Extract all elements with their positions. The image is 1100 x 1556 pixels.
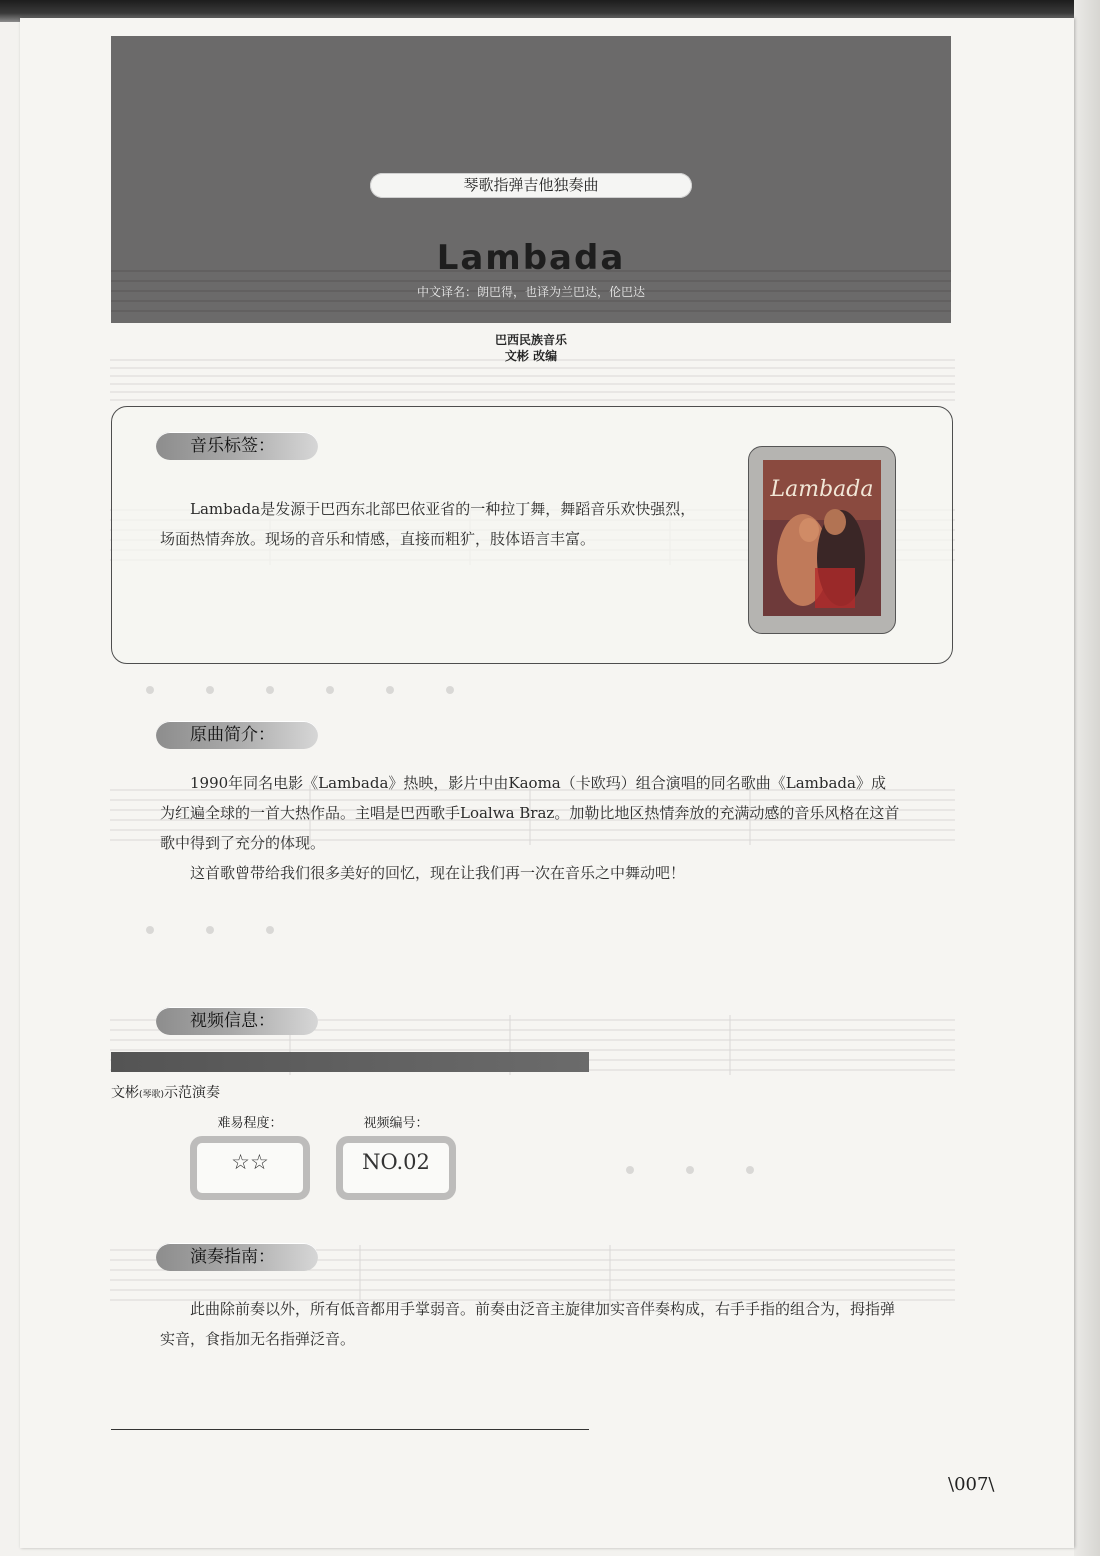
video-number-card (336, 1106, 456, 1200)
scan-right-edge (1074, 0, 1100, 1556)
music-tags-heading-text: 音乐标签： (190, 436, 275, 456)
performer-note: (琴歌) (139, 1090, 165, 1100)
difficulty-label: 难易程度： (217, 1116, 283, 1131)
page-number: \007\ (948, 1474, 995, 1495)
series-label: 琴歌指弹吉他独奏曲 (370, 173, 692, 198)
video-number-value: NO.02 (362, 1150, 430, 1174)
video-info-heading (156, 1007, 318, 1035)
movie-cover-image (763, 460, 881, 616)
intro-text-block (160, 768, 900, 888)
guide-heading-text: 演奏指南： (190, 1247, 275, 1267)
video-number-label: 视频编号： (363, 1116, 429, 1131)
song-origin: 巴西民族音乐 (494, 333, 567, 347)
intro-paragraph-1: 1990年同名电影《Lambada》热映，影片中由Kaoma（卡欧玛）组合演唱的同名歌曲《Lambada》成为红遍全球的一首大热作品。主唱是巴西歌手Loalwa Braz。加勒比地区热情奔放的充满动感的音乐风格在这首歌中得到了充分的体现。 (160, 774, 900, 852)
intro-heading-text: 原曲简介： (190, 725, 275, 745)
song-arranger: 文彬 改编 (504, 349, 558, 363)
music-tags-text: Lambada是发源于巴西东北部巴依亚省的一种拉丁舞，舞蹈音乐欢快强烈，场面热情奔放。现场的音乐和情感，直接而粗犷，肢体语言丰富。 (160, 500, 696, 548)
intro-heading (156, 721, 318, 749)
video-info-heading-text: 视频信息： (190, 1011, 275, 1031)
video-divider-bar (111, 1052, 589, 1072)
guide-text: 此曲除前奏以外，所有低音都用手掌弱音。前奏由泛音主旋律加实音伴奏构成，右手手指的组合为，拇指弹实音，食指加无名指弹泛音。 (160, 1300, 896, 1348)
song-subtitle: 中文译名：朗巴得，也译为兰巴达，伦巴达 (416, 285, 645, 299)
performer-name: 文彬 (111, 1085, 139, 1101)
intro-paragraph-2: 这首歌曾带给我们很多美好的回忆，现在让我们再一次在音乐之中舞动吧！ (190, 864, 686, 882)
music-tags-heading (156, 432, 318, 460)
guide-text-block (160, 1294, 900, 1354)
footer-rule (111, 1429, 589, 1430)
performer-credit (111, 1082, 220, 1102)
difficulty-stars: ☆☆ (231, 1150, 269, 1174)
music-tags-text-block (160, 494, 700, 554)
guide-heading (156, 1243, 318, 1271)
cover-title-lettering: Lambada (770, 477, 874, 502)
song-title: Lambada (436, 238, 626, 278)
performer-role: 示范演奏 (164, 1085, 221, 1101)
difficulty-card (190, 1106, 310, 1200)
